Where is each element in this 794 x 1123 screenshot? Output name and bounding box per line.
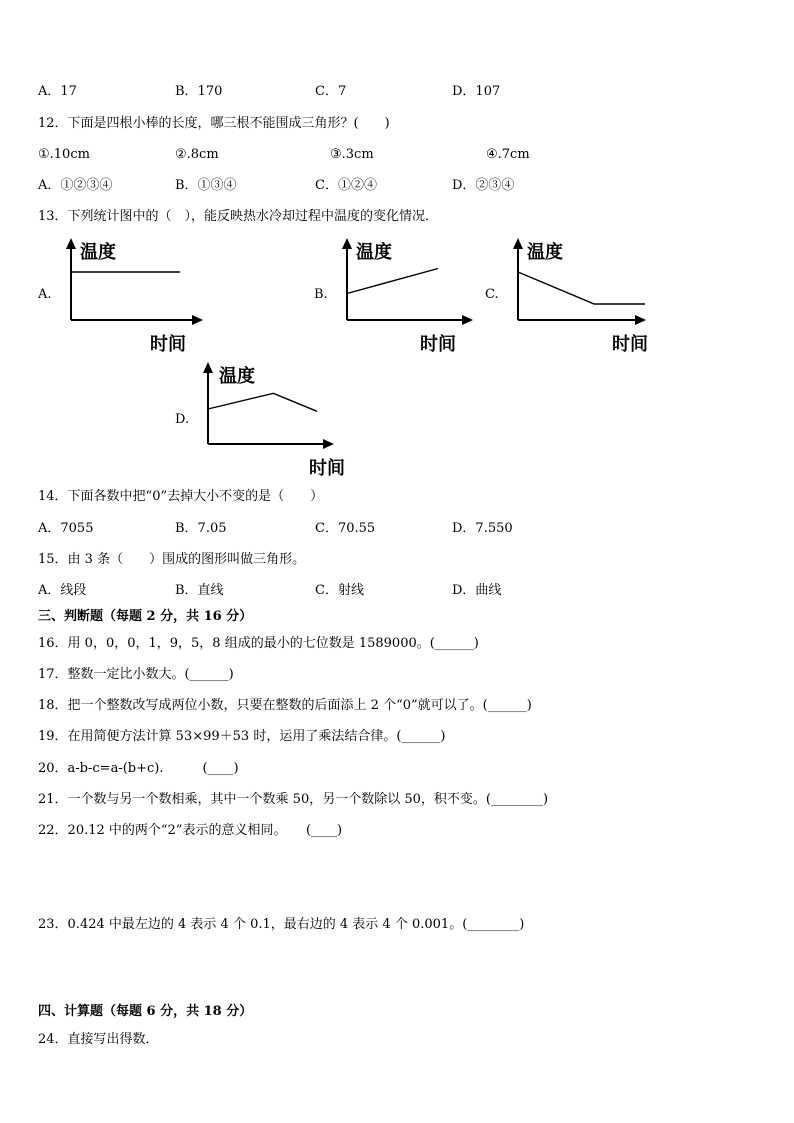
q15-option-d: D．曲线 (452, 583, 502, 598)
q24-question: 24．直接写出得数． (38, 1032, 159, 1047)
chart-d-xlabel: 时间 (309, 458, 345, 479)
chart-a-letter: A. (38, 287, 52, 302)
q14-option-d: D．7.550 (452, 521, 513, 536)
q11-option-a: A．17 (38, 84, 77, 99)
chart-d (195, 360, 355, 482)
q11-option-d: D．107 (452, 84, 501, 99)
chart-c-letter: C. (485, 287, 499, 302)
q14-option-a: A．7055 (38, 521, 94, 536)
chart-b-series-line (347, 269, 438, 294)
q19-statement: 19．在用简便方法计算 53×99＋53 时，运用了乘法结合律。(______) (38, 729, 446, 744)
q12-question: 12．下面是四根小棒的长度，哪三根不能围成三角形？( ) (38, 116, 390, 131)
chart-a-ylabel: 温度 (80, 242, 116, 263)
q12-stick-3: ③.3cm (330, 147, 374, 162)
chart-c-xlabel: 时间 (612, 334, 648, 355)
chart-a-xlabel: 时间 (150, 334, 186, 355)
section-4-heading: 四、计算题（每题 6 分，共 18 分） (38, 1004, 253, 1019)
q16-statement: 16．用 0，0，0，1，9，5，8 组成的最小的七位数是 1589000。(______) (38, 636, 479, 651)
chart-c-series-line (518, 272, 645, 304)
q12-option-a: A．①②③④ (38, 178, 113, 193)
q14-option-b: B．7.05 (175, 521, 227, 536)
q11-option-c: C．7 (315, 84, 347, 99)
chart-d-letter: D. (175, 412, 190, 427)
q12-option-c: C．①②④ (315, 178, 377, 193)
q12-option-b: B．①③④ (175, 178, 237, 193)
chart-c-x-arrow-icon (635, 315, 646, 325)
q11-option-b: B．170 (175, 84, 223, 99)
chart-a-y-arrow-icon (66, 238, 76, 249)
q12-stick-1: ①.10cm (38, 147, 90, 162)
q17-statement: 17．整数一定比小数大。(______) (38, 667, 234, 682)
chart-d-ylabel: 温度 (219, 366, 255, 387)
q12-option-d: D．②③④ (452, 178, 515, 193)
q13-question: 13．下列统计图中的（ ），能反映热水冷却过程中温度的变化情况． (38, 209, 439, 224)
q20-statement: 20．a-b-c=a-(b+c). (____) (38, 761, 239, 776)
chart-b-letter: B. (314, 287, 328, 302)
chart-b-ylabel: 温度 (356, 242, 392, 263)
chart-c (505, 236, 655, 358)
chart-d-x-arrow-icon (323, 439, 334, 449)
chart-c-y-arrow-icon (513, 238, 523, 249)
q14-option-c: C．70.55 (315, 521, 376, 536)
chart-b-x-arrow-icon (462, 315, 473, 325)
q21-statement: 21．一个数与另一个数相乘，其中一个数乘 50，另一个数除以 50，积不变。(________) (38, 792, 549, 807)
chart-c-ylabel: 温度 (527, 242, 563, 263)
chart-a (58, 236, 208, 358)
chart-b (334, 236, 484, 358)
section-3-heading: 三、判断题（每题 2 分，共 16 分） (38, 609, 253, 624)
q15-option-c: C．射线 (315, 583, 364, 598)
q15-question: 15．由 3 条（ ）围成的图形叫做三角形。 (38, 552, 306, 567)
chart-d-series-line (208, 393, 317, 411)
q23-statement: 23．0.424 中最左边的 4 表示 4 个 0.1，最右边的 4 表示 4 个 0.001。(________) (38, 917, 525, 932)
chart-b-y-arrow-icon (342, 238, 352, 249)
q22-statement: 22．20.12 中的两个“2”表示的意义相同。 (____) (38, 823, 343, 838)
q18-statement: 18．把一个整数改写成两位小数，只要在整数的后面添上 2 个“0”就可以了。(______) (38, 698, 532, 713)
chart-b-xlabel: 时间 (420, 334, 456, 355)
q14-question: 14．下面各数中把“0”去掉大小不变的是（ ） (38, 489, 324, 504)
q12-stick-2: ②.8cm (175, 147, 219, 162)
chart-d-y-arrow-icon (203, 362, 213, 373)
q12-stick-4: ④.7cm (486, 147, 530, 162)
q15-option-a: A．线段 (38, 583, 87, 598)
chart-a-x-arrow-icon (192, 315, 203, 325)
q15-option-b: B．直线 (175, 583, 224, 598)
